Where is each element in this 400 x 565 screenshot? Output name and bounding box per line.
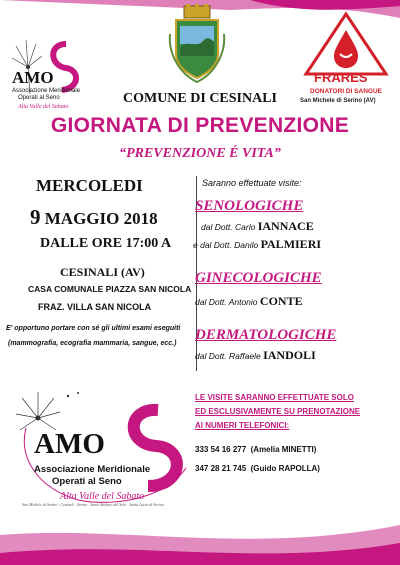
event-date — [30, 205, 158, 230]
seno-doctor2 — [193, 237, 321, 252]
amo-big-line1: Associazione Meridionale — [34, 464, 151, 475]
amo-big-line2: Operati al Seno — [52, 476, 122, 487]
amo-line3: Alta Valle del Sabato — [18, 104, 69, 110]
event-town: CESINALI (AV) — [60, 265, 145, 279]
page-title: GIORNATA DI PREVENZIONE — [50, 114, 350, 137]
frares-line2: San Michele di Serino (AV) — [300, 98, 376, 104]
booking-phone1: 333 54 16 277 — [195, 445, 247, 454]
section-ginecologiche: GINECOLOGICHE — [195, 270, 322, 286]
event-time: DALLE ORE 17:00 A — [40, 236, 172, 251]
cesinali-crest-icon — [166, 4, 228, 84]
booking-line1: LE VISITE SARANNO EFFETTUATE SOLO — [195, 393, 354, 402]
booking-contact2: (Guido RAPOLLA) — [250, 464, 320, 473]
event-place2: FRAZ. VILLA SAN NICOLA — [38, 302, 152, 312]
derma-doctor-name: IANDOLI — [263, 348, 316, 362]
section-dermatologiche: DERMATOLOGICHE — [195, 327, 337, 343]
gine-doctor-name: CONTE — [259, 294, 303, 308]
amo-big-line3: Alta Valle del Sabato — [60, 491, 145, 502]
booking-phone2-row — [195, 464, 320, 473]
event-note2: (mammografia, ecografia mammaria, sangue, ecc.) — [8, 340, 177, 347]
booking-phone1-row — [195, 445, 316, 454]
booking-phone2: 347 28 21 745 — [195, 464, 247, 473]
event-date-text: MAGGIO 2018 — [44, 209, 158, 228]
event-day: MERCOLEDI — [36, 176, 143, 195]
amo-big-ring-text: San Michele di Serino · Cesinali · Serino · Santo Stefano del Sole · Santa Lucia di Serino — [22, 502, 164, 507]
seno-doctor1 — [201, 219, 314, 234]
amo-name: AMO — [12, 68, 54, 87]
section-senologiche: SENOLOGICHE — [195, 198, 304, 214]
bottom-wave-decoration — [0, 505, 400, 565]
derma-doctor — [195, 348, 316, 363]
page-subtitle: “PREVENZIONE É VITA” — [119, 146, 281, 161]
event-place1: CASA COMUNALE PIAZZA SAN NICOLA — [28, 284, 192, 294]
derma-doctor-pre: dal Dott. Raffaele — [195, 351, 261, 361]
booking-line2: ED ESCLUSIVAMENTE SU PRENOTAZIONE — [195, 407, 361, 416]
visits-intro: Saranno effettuate visite: — [202, 178, 302, 188]
gine-doctor-pre: dal Dott. Antonio — [195, 297, 258, 307]
seno-doctor1-pre: dal Dott. Carlo — [201, 222, 256, 232]
event-note1: E' opportuno portare con sé gli ultimi esami eseguiti — [6, 325, 181, 332]
comune-title: COMUNE DI CESINALI — [122, 91, 278, 106]
booking-line3: AI NUMERI TELEFONICI: — [195, 421, 290, 430]
amo-logo-big — [8, 388, 193, 508]
booking-contact1: (Amelia MINETTI) — [250, 445, 317, 454]
seno-doctor2-pre: e dal Dott. Danilo — [193, 240, 259, 250]
amo-line2: Operati al Seno — [18, 95, 60, 101]
frares-line1: DONATORI DI SANGUE — [310, 88, 382, 95]
seno-doctor2-name: PALMIERI — [260, 237, 322, 251]
amo-big-name: AMO — [34, 428, 105, 460]
amo-line1: Associazione Meridionale — [12, 88, 81, 94]
frares-name: FRARES — [314, 70, 368, 85]
gine-doctor — [195, 294, 303, 309]
event-date-number: 9 — [30, 205, 41, 229]
seno-doctor1-name: IANNACE — [257, 219, 314, 233]
